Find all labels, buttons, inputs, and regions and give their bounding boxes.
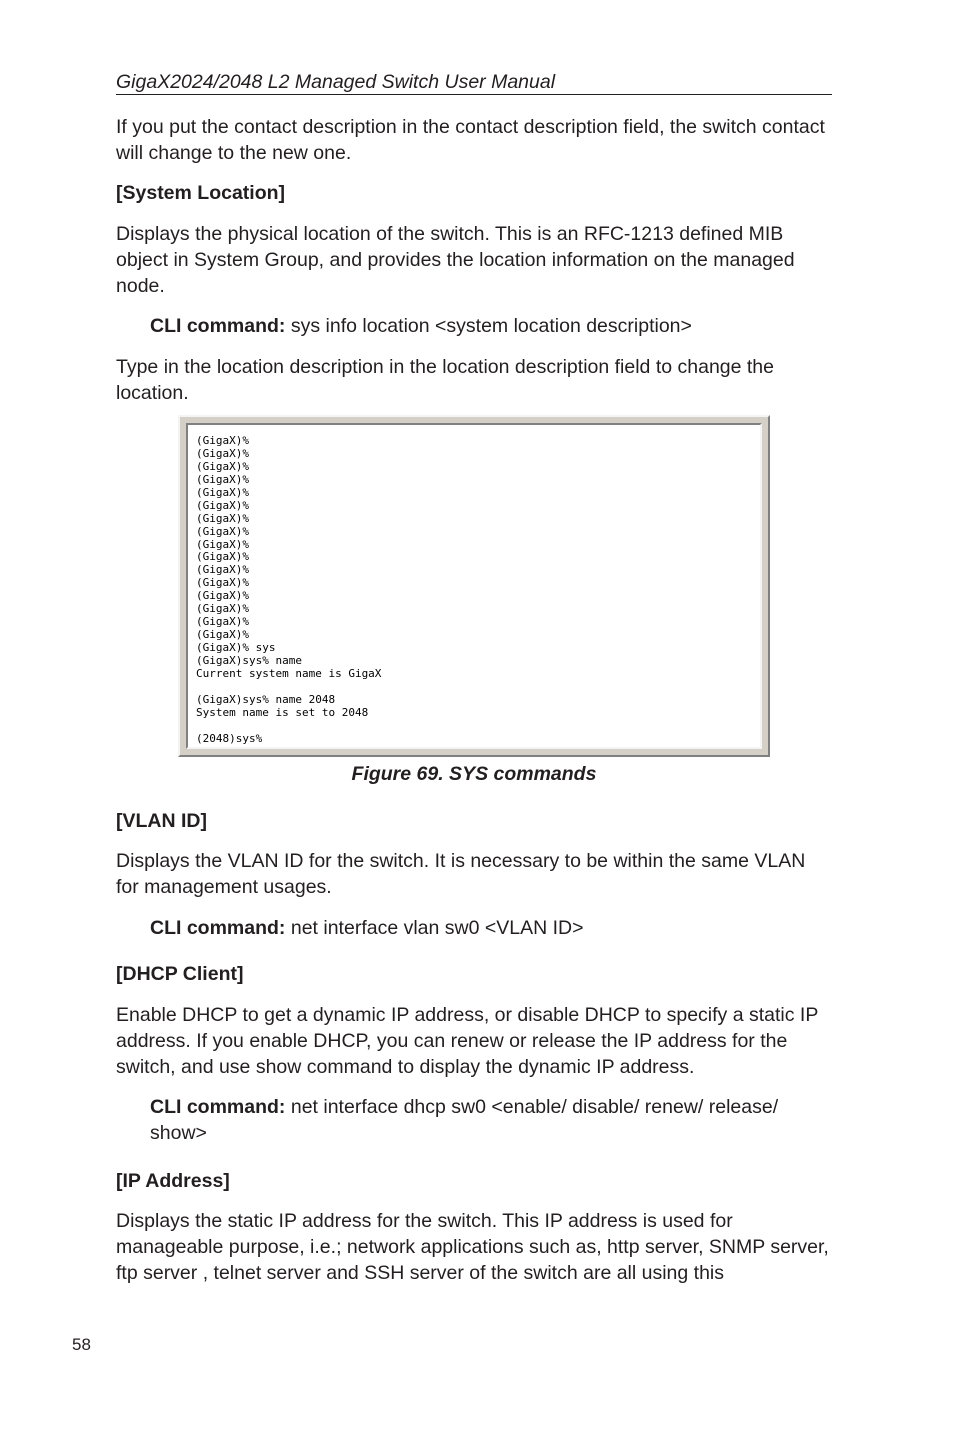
terminal-line: (2048)sys%: [196, 731, 263, 745]
intro-paragraph: If you put the contact description in the contact description field, the switch contact will change to the new one.: [116, 116, 825, 164]
terminal-screenshot: [178, 415, 770, 757]
terminal-line: (GigaX)%: [196, 485, 249, 499]
terminal-line: (GigaX)%: [196, 602, 249, 616]
page-number: 58: [72, 1335, 91, 1354]
system-location-heading: [System Location]: [116, 182, 286, 204]
ip-address-description: Displays the static IP address for the switch. This IP address is used for manageable purpose, i.e.; network applications such as, http server, SNMP server, ftp server , telnet server and SSH server of the switch are all using this: [116, 1210, 829, 1284]
system-location-note: Type in the location description in the location description field to change the location.: [116, 356, 775, 404]
terminal-line: (GigaX)%: [196, 511, 249, 525]
vlan-id-heading: [VLAN ID]: [116, 810, 207, 832]
terminal-line: (GigaX)%: [196, 563, 249, 577]
dhcp-client-heading: [DHCP Client]: [116, 963, 244, 985]
terminal-line: (GigaX)sys% name: [196, 653, 302, 667]
cli-label: CLI command:: [150, 315, 286, 337]
cli-text: net interface dhcp sw0 <enable/ disable/ renew/ release/ show>: [150, 1096, 779, 1144]
dhcp-client-description: Enable DHCP to get a dynamic IP address, or disable DHCP to specify a static IP address. If you enable DHCP, you can renew or release the IP address for the switch, and use show command to display the dynamic IP address.: [116, 1004, 818, 1078]
terminal-line: (GigaX)% sys: [196, 641, 276, 654]
terminal-line: (GigaX)%: [196, 459, 249, 473]
terminal-line: (GigaX)%: [196, 628, 249, 642]
terminal-line: (GigaX)%: [196, 434, 249, 447]
cli-text: net interface vlan sw0 <VLAN ID>: [285, 917, 584, 939]
terminal-line: (GigaX)%: [196, 615, 249, 629]
terminal-line: [196, 720, 760, 733]
cli-label: CLI command:: [150, 1096, 286, 1118]
terminal-line: [196, 681, 760, 694]
terminal-line: System name is set to 2048: [196, 705, 369, 719]
cli-text: sys info location <system location description>: [285, 315, 692, 337]
ip-address-heading: [IP Address]: [116, 1170, 230, 1192]
vlan-id-cli: [150, 915, 832, 941]
terminal-line: (GigaX)%: [196, 589, 249, 603]
terminal-window: [186, 423, 762, 749]
terminal-line: (GigaX)%: [196, 576, 249, 590]
terminal-line: (GigaX)%: [196, 472, 249, 486]
cli-label: CLI command:: [150, 917, 286, 939]
terminal-line: (GigaX)%: [196, 537, 249, 551]
dhcp-client-cli: [150, 1094, 832, 1146]
terminal-line: (GigaX)sys% name 2048: [196, 692, 336, 706]
system-location-cli: [150, 313, 832, 339]
terminal-line: (GigaX)%: [196, 498, 249, 512]
terminal-line: (GigaX)%: [196, 550, 249, 564]
running-header: GigaX2024/2048 L2 Managed Switch User Manual: [116, 70, 832, 95]
figure-caption: Figure 69. SYS commands: [351, 763, 597, 785]
terminal-line: (GigaX)%: [196, 446, 249, 460]
terminal-line: (GigaX)%: [196, 524, 249, 538]
system-location-description: Displays the physical location of the switch. This is an RFC-1213 defined MIB object in System Group, and provides the location information on the managed node.: [116, 223, 795, 297]
vlan-id-description: Displays the VLAN ID for the switch. It is necessary to be within the same VLAN for management usages.: [116, 850, 806, 898]
terminal-line: Current system name is GigaX: [196, 666, 382, 680]
